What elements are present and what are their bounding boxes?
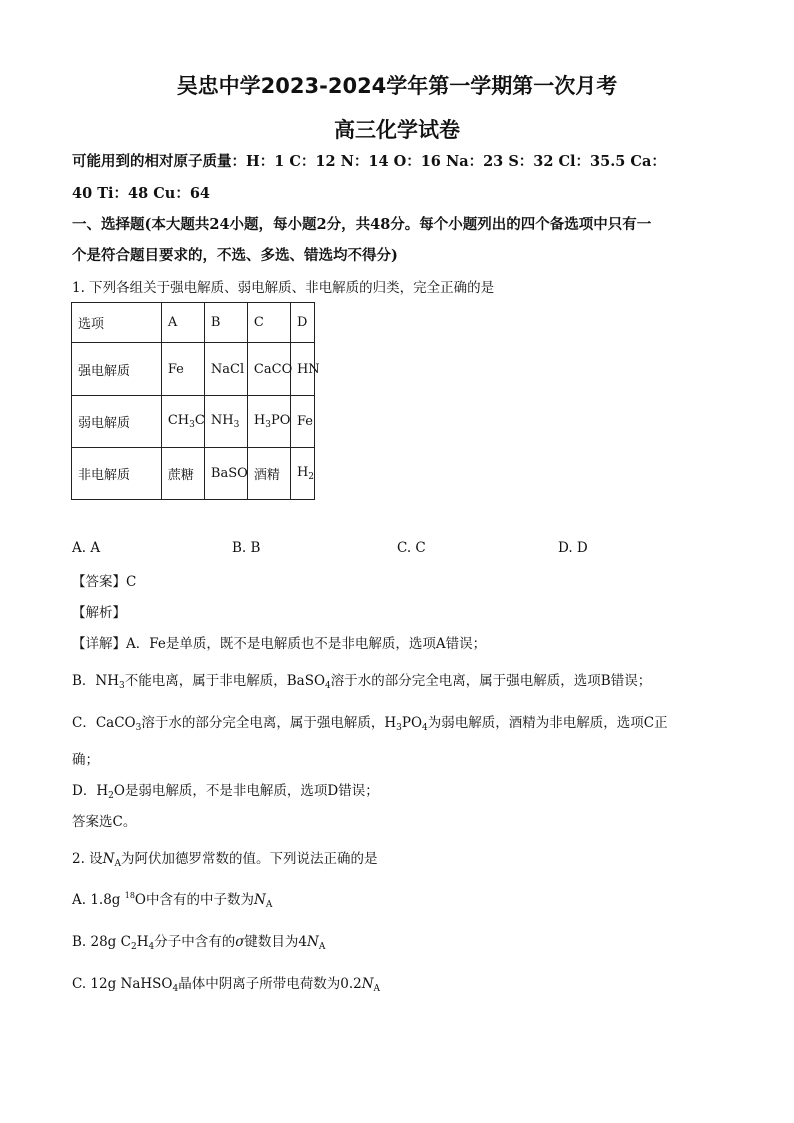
cell-text: PO bbox=[271, 413, 291, 428]
detail-text: A．Fe是单质，既不是电解质也不是非电解质，选项A错误； bbox=[126, 636, 487, 652]
answer-label: 【答案】 bbox=[72, 574, 126, 590]
option-text: 键数目为4 bbox=[244, 934, 308, 950]
exam-subtitle: 高三化学试卷 bbox=[334, 118, 460, 142]
answer-line bbox=[72, 570, 136, 590]
table-cell: A bbox=[161, 303, 204, 343]
detail-text: PO bbox=[401, 715, 423, 731]
table-cell: Fe bbox=[290, 396, 314, 448]
option-text: C. 12g NaHSO bbox=[72, 976, 173, 992]
subscript: 2 bbox=[130, 942, 137, 952]
option-text: 晶体中阴离子所带电荷数为0.2 bbox=[178, 976, 362, 992]
cell-text: NH bbox=[210, 413, 234, 428]
table-cell: HN bbox=[290, 343, 314, 396]
stem-text: 2. 设 bbox=[72, 851, 103, 867]
table-cell: B bbox=[204, 303, 247, 343]
answer-value: C bbox=[126, 574, 137, 590]
option-a: A. A bbox=[72, 540, 101, 556]
symbol: N bbox=[307, 934, 319, 950]
cell-text: C bbox=[194, 413, 205, 428]
table-cell: 酒精 bbox=[247, 448, 290, 500]
exam-title: 吴忠中学2023-2024学年第一学期第一次月考 bbox=[176, 74, 618, 98]
option-d: D. D bbox=[558, 540, 588, 556]
subscript: 2 bbox=[108, 791, 114, 801]
table-cell: NaCl bbox=[204, 343, 247, 396]
subscript: 2 bbox=[308, 472, 315, 482]
subscript: 3 bbox=[396, 723, 402, 733]
subscript: A bbox=[318, 942, 326, 952]
detail-text: C．CaCO bbox=[72, 715, 136, 731]
section-heading-line1: 一、选择题(本大题共24小题，每小题2分，共48分。每个小题列出的四个备选项中只有一 bbox=[72, 216, 652, 233]
subscript: A bbox=[373, 984, 381, 994]
option-text: 分子中含有的 bbox=[154, 934, 236, 950]
table-cell: 选项 bbox=[72, 303, 162, 343]
question-1-stem: 1. 下列各组关于强电解质、弱电解质、非电解质的归类，完全正确的是 bbox=[72, 280, 495, 296]
detail-a bbox=[72, 632, 486, 652]
table-cell: 非电解质 bbox=[72, 448, 162, 500]
cell-text: CH bbox=[167, 413, 190, 428]
option-text: B. 28g C bbox=[72, 934, 131, 950]
analysis-label: 【解析】 bbox=[72, 605, 126, 621]
option-b: B. B bbox=[232, 540, 261, 556]
symbol: N bbox=[254, 892, 266, 908]
detail-text: 溶于水的部分完全电离，属于强电解质，H bbox=[141, 715, 397, 731]
detail-d bbox=[72, 779, 379, 801]
table-row bbox=[72, 343, 315, 396]
question-2-option-b bbox=[72, 930, 325, 952]
superscript: 18 bbox=[124, 891, 135, 900]
symbol: N bbox=[361, 976, 374, 992]
table-cell bbox=[204, 396, 247, 448]
subscript: 3 bbox=[135, 723, 142, 733]
question-2-stem bbox=[72, 847, 377, 869]
question-2-option-a bbox=[72, 888, 272, 910]
subscript: 3 bbox=[189, 420, 195, 430]
subscript: A bbox=[114, 859, 121, 869]
detail-text: 溶于水的部分完全电离，属于强电解质，选项B错误； bbox=[330, 673, 652, 689]
table-cell bbox=[290, 448, 314, 500]
stem-text: 为阿伏加德罗常数的值。下列说法正确的是 bbox=[120, 851, 378, 867]
detail-text: 不能电离，属于非电解质，BaSO bbox=[124, 673, 326, 689]
electrolyte-table bbox=[71, 302, 320, 500]
option-text: A. 1.8g bbox=[72, 892, 125, 908]
atomic-masses-line1: 可能用到的相对原子质量：H：1 C：12 N：14 O：16 Na：23 S：32 Cl：35.5 Ca： bbox=[72, 153, 666, 170]
detail-text: B．NH bbox=[72, 673, 120, 689]
detail-c-continued: 确； bbox=[72, 752, 99, 768]
conclusion: 答案选C。 bbox=[72, 814, 137, 830]
table-cell: 强电解质 bbox=[72, 343, 162, 396]
detail-text: 为弱电解质，酒精为非电解质，选项C正 bbox=[427, 715, 668, 731]
detail-c bbox=[72, 711, 668, 733]
table-row bbox=[72, 396, 315, 448]
cell-text: H bbox=[253, 413, 266, 428]
symbol: σ bbox=[235, 934, 245, 950]
table-cell: CaCO bbox=[247, 343, 290, 396]
subscript: 3 bbox=[119, 681, 125, 691]
table-cell: BaSO bbox=[204, 448, 247, 500]
table-cell: Fe bbox=[161, 343, 204, 396]
detail-text: O是弱电解质，不是非电解质，选项D错误； bbox=[113, 783, 379, 799]
detail-text: D．H bbox=[72, 783, 109, 799]
subscript: 4 bbox=[422, 723, 428, 733]
subscript: 4 bbox=[325, 681, 331, 691]
option-text: H bbox=[136, 934, 149, 950]
table-row bbox=[72, 448, 315, 500]
cell-text: H bbox=[296, 465, 309, 480]
option-text: O中含有的中子数为 bbox=[134, 892, 254, 908]
section-heading-line2: 个是符合题目要求的，不选、多选、错选均不得分) bbox=[72, 247, 398, 264]
atomic-masses-line2: 40 Ti：48 Cu：64 bbox=[72, 185, 211, 202]
table-cell bbox=[247, 396, 290, 448]
table-cell: D bbox=[290, 303, 314, 343]
option-c: C. C bbox=[397, 540, 426, 556]
table-cell: 蔗糖 bbox=[161, 448, 204, 500]
table-cell: 弱电解质 bbox=[72, 396, 162, 448]
subscript: 3 bbox=[233, 420, 240, 430]
subscript: 3 bbox=[265, 420, 271, 430]
question-2-option-c bbox=[72, 972, 380, 994]
subscript: 4 bbox=[148, 942, 155, 952]
table-header-row bbox=[72, 303, 315, 343]
detail-label: 【详解】 bbox=[72, 636, 126, 652]
symbol: N bbox=[102, 851, 115, 867]
subscript: A bbox=[265, 900, 273, 910]
table-cell bbox=[161, 396, 204, 448]
table-cell: C bbox=[247, 303, 290, 343]
subscript: 4 bbox=[172, 984, 179, 994]
detail-b bbox=[72, 669, 651, 691]
